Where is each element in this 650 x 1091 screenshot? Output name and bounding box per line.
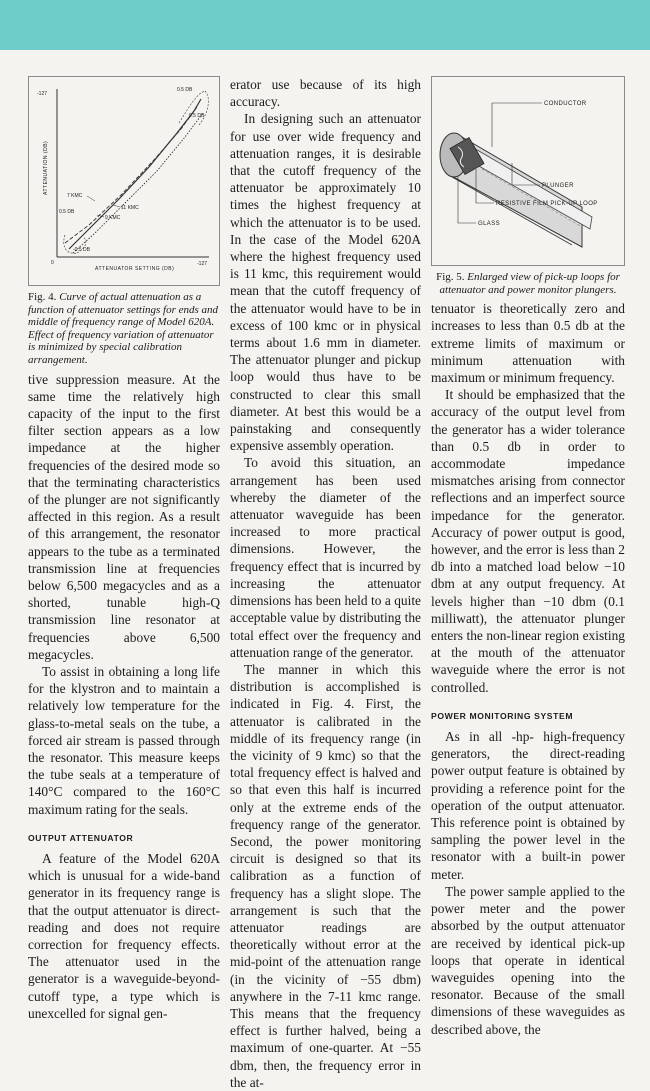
col3-paragraph-1: tenuator is theoretically zero and increases to less than 0.5 db at the extreme limits of maximum or minimum attenuation with maximum or minimum frequency. xyxy=(431,301,625,385)
origin-label: 0 xyxy=(51,260,54,266)
section-heading-output-attenuator: OUTPUT ATTENUATOR xyxy=(28,832,134,843)
y-top-tick: -127 xyxy=(37,91,48,97)
label-resistive-film: RESISTIVE FILM PICK-UP LOOP xyxy=(496,201,598,207)
figure-4 xyxy=(28,76,220,286)
y-axis-label: ATTENUATION (DB) xyxy=(43,140,49,195)
column-left xyxy=(28,76,220,1022)
column-right xyxy=(431,76,625,1038)
col3-paragraph-2: It should be emphasized that the accuracy of the output level from the generator has a wider tolerance than 0.5 db in order to accommodate impedance mismatches arising from connector reflections and an imperfect source impedance for the generator. Accuracy of power output is good, however, and the error is less than 2 db into a matched load below −10 dbm at any output frequency. At levels higher than −10 dbm (0.1 milliwatt), the attenuator plunger enters the non-linear region existing at the mouth of the attenuator waveguide where the error is not controlled. xyxy=(431,387,625,695)
column-middle xyxy=(230,76,421,1091)
label-bottom-db-1: 0.5 DB xyxy=(59,209,75,215)
label-plunger: PLUNGER xyxy=(542,183,574,189)
col2-paragraph-3: To avoid this situation, an arrangement has been used whereby the diameter of the attenuator waveguide has been increased to more practical dimensions. However, the frequency effect that is incurred by increasing the attenuator dimensions has been held to a quite acceptable value by distributing the total effect over the frequency and attenuation range of the generator. xyxy=(230,455,421,660)
attenuation-chart xyxy=(29,77,219,285)
figure-5-caption-lead: Fig. 5. xyxy=(436,271,465,283)
upper-error-envelope xyxy=(179,91,208,125)
figure-4-caption xyxy=(28,291,220,367)
col2-paragraph-2: In designing such an attenuator for use over wide frequency and attenuation ranges, it is desirable that the cutoff frequency of the attenuator be approximately 10 times the highest frequency at which the attenuator is to be used. In the case of the Model 620A where the highest frequency used is 11 kmc, this requirement would mean that the cutoff frequency of the attenuator would have to be in excess of 100 kmc or in physical terms about 1.6 mm in diameter. The attenuator plunger and pickup loop would thus have to be constructed to clear this small diameter. At best this would be a painstaking and consequently expensive assembly operation. xyxy=(230,111,421,454)
label-top-db-2: 0.5 DB xyxy=(189,113,205,119)
label-conductor: CONDUCTOR xyxy=(544,101,587,107)
label-9kmc: 9 KMC xyxy=(105,215,121,221)
col1-paragraph-2: To assist in obtaining a long life for the klystron and to maintain a relatively low temperature for the glass-to-metal seals on the tube, a forced air stream is passed through the resonator. This measure keeps the tube seals at a temperature of 140°C compared to the 160°C maximum rating for the seals. xyxy=(28,664,220,817)
section-heading-power-monitoring: POWER MONITORING SYSTEM xyxy=(431,710,574,721)
col2-paragraph-4: The manner in which this distribution is accomplished is indicated in Fig. 4. First, the attenuator is calibrated in the middle of its frequency range (in the vicinity of 9 kmc) so that the total frequency effect is halved and so that even this half is incurred only at the extreme ends of the frequency range of the generator. Second, the power monitoring circuit is designed so that its calibration as a function of frequency has a slight slope. The arrangement is such that the attenuator readings are theoretically without error at the mid-point of the attenuation range (in the vicinity of −55 dbm) anywhere in the 7-11 kmc range. This means that the frequency effect is further halved, being a maximum of one-quarter. At −55 dbm, then, the frequency error in the at- xyxy=(230,661,421,1090)
col1-paragraph-3: A feature of the Model 620A which is unusual for a wide-band generator in its frequency range is that the output attenuator is direct-reading and does not require correction for frequency effects. The attenuator used in the generator is a waveguide-beyond-cutoff type, a type which is unexcelled for signal gen- xyxy=(28,851,220,1021)
col2-paragraph-1: erator use because of its high accuracy. xyxy=(230,77,421,110)
label-top-db-1: 0.5 DB xyxy=(177,87,193,93)
col1-paragraph-1: tive suppression measure. At the same time the relatively high capacity of the input to the first filter section appears as a low impedance at the higher frequencies of the desired mode so that the terminating characteristics of the plunger are not significantly affected in this region. As a result of this arrangement, the resonator appears to the tube as a terminated transmission line at frequencies below 6,500 megacycles and as a shorted, tunable high-Q transmission line resonator at frequencies above 6,500 megacycles. xyxy=(28,371,220,662)
curve-7kmc xyxy=(73,113,203,253)
header-color-band xyxy=(0,0,650,50)
figure-4-caption-lead: Fig. 4. xyxy=(28,291,57,303)
col3-paragraph-3: As in all -hp- high-frequency generators, the direct-reading power output feature is obtained by providing a reference point for the operation of the output attenuator. This reference point is obtained by sampling the power level in the resonator with a built-in power meter. xyxy=(431,729,625,882)
pickup-loop-illustration xyxy=(432,77,624,265)
figure-5-caption xyxy=(431,271,625,296)
label-7kmc: 7 KMC xyxy=(67,193,83,199)
figure-5 xyxy=(431,76,625,266)
col3-paragraph-4: The power sample applied to the power meter and the power absorbed by the output attenuator are received by identical pick-up loops that operate in identical waveguides opening into the resonator. Because of the small dimensions of these waveguides as described above, the xyxy=(431,883,625,1037)
x-axis-label: ATTENUATOR SETTING (DB) xyxy=(95,266,175,272)
label-glass: GLASS xyxy=(478,221,501,227)
figure-4-caption-text: Curve of actual attenuation as a function of attenuator settings for ends and middle of frequency range of Model 620A. Effect of frequency variation of attenuator is minimized by special calibration arrangement. xyxy=(28,291,219,366)
label-bottom-db-2: -0.5 DB xyxy=(73,247,90,253)
figure-5-caption-text: Enlarged view of pick-up loops for attenuator and power monitor plungers. xyxy=(439,271,620,296)
x-right-tick: -127 xyxy=(197,261,208,267)
label-11kmc: 11 KMC xyxy=(121,205,139,211)
curve-11kmc xyxy=(65,107,197,243)
curve-9kmc xyxy=(69,99,201,249)
